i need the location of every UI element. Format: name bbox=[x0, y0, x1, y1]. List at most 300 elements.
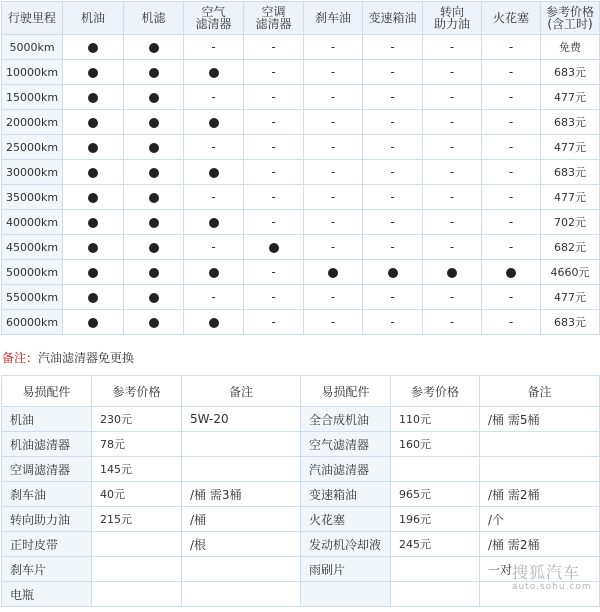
no-replace-cell bbox=[423, 185, 482, 210]
schedule-body bbox=[2, 35, 600, 335]
dash-icon: - bbox=[271, 290, 276, 304]
no-replace-cell bbox=[482, 185, 541, 210]
filled-dot-icon bbox=[149, 43, 159, 53]
price-cell: 683元 bbox=[541, 60, 600, 85]
mileage-cell: 60000km bbox=[2, 310, 63, 335]
header-text: 滤清器 bbox=[255, 17, 292, 31]
part-note-cell: /根 bbox=[182, 532, 301, 557]
dash-icon: - bbox=[390, 90, 395, 104]
part-price-cell: 40元 bbox=[92, 482, 182, 507]
dash-icon: - bbox=[508, 140, 514, 154]
replace-cell bbox=[63, 210, 124, 235]
no-replace-cell bbox=[482, 285, 541, 310]
mileage-cell: 30000km bbox=[2, 160, 63, 185]
part-note-cell: /个 bbox=[480, 507, 600, 532]
schedule-row bbox=[2, 35, 600, 60]
replace-cell bbox=[184, 210, 244, 235]
dash-icon: - bbox=[211, 40, 216, 54]
dash-icon: - bbox=[271, 115, 276, 129]
dash-icon: - bbox=[330, 315, 336, 329]
part-note-cell bbox=[182, 457, 301, 482]
price-cell: 477元 bbox=[541, 135, 600, 160]
parts-row bbox=[2, 407, 600, 432]
dash-icon: - bbox=[390, 190, 395, 204]
schedule-row bbox=[2, 260, 600, 285]
no-replace-cell bbox=[363, 185, 423, 210]
filled-dot-icon bbox=[149, 243, 159, 253]
part-note-cell bbox=[182, 432, 301, 457]
dash-icon: - bbox=[271, 190, 276, 204]
schedule-header-cell bbox=[363, 2, 423, 35]
filled-dot-icon bbox=[209, 68, 219, 78]
filled-dot-icon bbox=[149, 143, 159, 153]
part-price-cell: 196元 bbox=[391, 507, 480, 532]
replace-cell bbox=[63, 35, 124, 60]
no-replace-cell bbox=[304, 60, 363, 85]
parts-header-row bbox=[2, 376, 600, 407]
parts-row bbox=[2, 532, 600, 557]
filled-dot-icon bbox=[149, 293, 159, 303]
part-price-cell: 145元 bbox=[92, 457, 182, 482]
dash-icon: - bbox=[211, 240, 216, 254]
no-replace-cell bbox=[184, 135, 244, 160]
dash-icon: - bbox=[330, 115, 336, 129]
schedule-row bbox=[2, 135, 600, 160]
parts-header-cell: 易损配件 bbox=[301, 376, 391, 407]
no-replace-cell bbox=[482, 35, 541, 60]
dash-icon: - bbox=[449, 65, 455, 79]
no-replace-cell bbox=[244, 285, 304, 310]
header-text: 空调 bbox=[261, 5, 286, 19]
filled-dot-icon bbox=[88, 168, 98, 178]
schedule-header-cell bbox=[244, 2, 304, 35]
schedule-header-cell bbox=[2, 2, 63, 35]
mileage-cell: 15000km bbox=[2, 85, 63, 110]
replace-cell bbox=[63, 310, 124, 335]
dash-icon: - bbox=[449, 215, 455, 229]
dash-icon: - bbox=[508, 290, 514, 304]
dash-icon: - bbox=[271, 215, 276, 229]
no-replace-cell bbox=[304, 210, 363, 235]
parts-header-cell: 参考价格 bbox=[391, 376, 480, 407]
no-replace-cell bbox=[363, 235, 423, 260]
no-replace-cell bbox=[363, 310, 423, 335]
dash-icon: - bbox=[508, 65, 514, 79]
no-replace-cell bbox=[244, 110, 304, 135]
header-text: 滤清器 bbox=[195, 17, 232, 31]
replace-cell bbox=[304, 260, 363, 285]
dash-icon: - bbox=[211, 290, 216, 304]
part-price-cell: 110元 bbox=[391, 407, 480, 432]
no-replace-cell bbox=[244, 85, 304, 110]
filled-dot-icon bbox=[149, 268, 159, 278]
part-price-cell: 160元 bbox=[391, 432, 480, 457]
dash-icon: - bbox=[330, 240, 336, 254]
filled-dot-icon bbox=[88, 243, 98, 253]
part-price-cell: 245元 bbox=[391, 532, 480, 557]
dash-icon: - bbox=[449, 90, 455, 104]
part-note-cell: /桶 需2桶 bbox=[480, 532, 600, 557]
part-note-cell: /桶 需3桶 bbox=[182, 482, 301, 507]
no-replace-cell bbox=[423, 35, 482, 60]
part-name-cell: 机油滤清器 bbox=[2, 432, 92, 457]
replace-cell bbox=[124, 85, 184, 110]
parts-body bbox=[2, 407, 600, 607]
replace-cell bbox=[124, 60, 184, 85]
no-replace-cell bbox=[423, 85, 482, 110]
replace-cell bbox=[63, 85, 124, 110]
no-replace-cell bbox=[363, 85, 423, 110]
replace-cell bbox=[63, 160, 124, 185]
no-replace-cell bbox=[244, 160, 304, 185]
note bbox=[2, 349, 134, 366]
parts-header-cell: 备注 bbox=[480, 376, 600, 407]
part-price-cell bbox=[391, 557, 480, 582]
no-replace-cell bbox=[363, 60, 423, 85]
part-name-cell: 机油 bbox=[2, 407, 92, 432]
filled-dot-icon bbox=[149, 193, 159, 203]
part-name-cell: 汽油滤清器 bbox=[301, 457, 391, 482]
filled-dot-icon bbox=[88, 93, 98, 103]
dash-icon: - bbox=[390, 65, 395, 79]
dash-icon: - bbox=[330, 190, 336, 204]
part-price-cell bbox=[391, 582, 480, 607]
no-replace-cell bbox=[423, 210, 482, 235]
part-note-cell bbox=[480, 432, 600, 457]
mileage-cell: 35000km bbox=[2, 185, 63, 210]
schedule-header-cell bbox=[541, 2, 600, 35]
dash-icon: - bbox=[211, 190, 216, 204]
part-name-cell: 变速箱油 bbox=[301, 482, 391, 507]
note-label: 备注： bbox=[2, 351, 39, 365]
no-replace-cell bbox=[304, 285, 363, 310]
parts-price-table bbox=[1, 375, 600, 607]
dash-icon: - bbox=[390, 240, 395, 254]
replace-cell bbox=[184, 110, 244, 135]
filled-dot-icon bbox=[506, 268, 516, 278]
filled-dot-icon bbox=[88, 218, 98, 228]
price-cell: 免费 bbox=[541, 35, 600, 60]
no-replace-cell bbox=[304, 85, 363, 110]
filled-dot-icon bbox=[447, 268, 457, 278]
header-text: 机滤 bbox=[141, 11, 166, 25]
part-name-cell: 发动机冷却液 bbox=[301, 532, 391, 557]
watermark-brand: 搜狐汽车 bbox=[512, 563, 581, 582]
replace-cell bbox=[124, 135, 184, 160]
part-note-cell: /桶 需2桶 bbox=[480, 482, 600, 507]
note-text: 汽油滤清器免更换 bbox=[38, 351, 135, 365]
dash-icon: - bbox=[449, 190, 455, 204]
no-replace-cell bbox=[304, 160, 363, 185]
price-cell: 477元 bbox=[541, 85, 600, 110]
no-replace-cell bbox=[363, 160, 423, 185]
dash-icon: - bbox=[508, 165, 514, 179]
filled-dot-icon bbox=[209, 218, 219, 228]
dash-icon: - bbox=[449, 240, 455, 254]
schedule-row bbox=[2, 85, 600, 110]
header-text: 行驶里程 bbox=[7, 11, 56, 25]
header-text: 参考价格 bbox=[545, 5, 594, 19]
part-name-cell: 雨刷片 bbox=[301, 557, 391, 582]
no-replace-cell bbox=[363, 110, 423, 135]
parts-row bbox=[2, 457, 600, 482]
dash-icon: - bbox=[449, 40, 455, 54]
replace-cell bbox=[124, 210, 184, 235]
no-replace-cell bbox=[244, 310, 304, 335]
no-replace-cell bbox=[184, 285, 244, 310]
schedule-row bbox=[2, 210, 600, 235]
mileage-cell: 5000km bbox=[2, 35, 63, 60]
no-replace-cell bbox=[244, 260, 304, 285]
dash-icon: - bbox=[449, 290, 455, 304]
price-cell: 683元 bbox=[541, 310, 600, 335]
watermark-url: auto.sohu.com bbox=[512, 582, 592, 592]
part-name-cell: 全合成机油 bbox=[301, 407, 391, 432]
filled-dot-icon bbox=[149, 218, 159, 228]
no-replace-cell bbox=[244, 135, 304, 160]
no-replace-cell bbox=[363, 35, 423, 60]
header-text: 助力油 bbox=[433, 17, 470, 31]
schedule-row bbox=[2, 160, 600, 185]
replace-cell bbox=[482, 260, 541, 285]
parts-header-cell: 备注 bbox=[182, 376, 301, 407]
dash-icon: - bbox=[449, 315, 455, 329]
header-text: 机油 bbox=[80, 11, 105, 25]
filled-dot-icon bbox=[88, 43, 98, 53]
replace-cell bbox=[63, 285, 124, 310]
dash-icon: - bbox=[390, 315, 395, 329]
replace-cell bbox=[124, 310, 184, 335]
filled-dot-icon bbox=[388, 268, 398, 278]
replace-cell bbox=[63, 135, 124, 160]
no-replace-cell bbox=[304, 235, 363, 260]
no-replace-cell bbox=[423, 135, 482, 160]
dash-icon: - bbox=[271, 40, 276, 54]
price-cell: 477元 bbox=[541, 185, 600, 210]
schedule-header-cell bbox=[482, 2, 541, 35]
no-replace-cell bbox=[304, 185, 363, 210]
replace-cell bbox=[124, 35, 184, 60]
part-name-cell: 刹车片 bbox=[2, 557, 92, 582]
no-replace-cell bbox=[304, 135, 363, 160]
filled-dot-icon bbox=[88, 193, 98, 203]
part-price-cell: 965元 bbox=[391, 482, 480, 507]
part-price-cell: 215元 bbox=[92, 507, 182, 532]
no-replace-cell bbox=[304, 35, 363, 60]
dash-icon: - bbox=[390, 290, 395, 304]
filled-dot-icon bbox=[149, 118, 159, 128]
dash-icon: - bbox=[211, 90, 216, 104]
replace-cell bbox=[63, 235, 124, 260]
filled-dot-icon bbox=[209, 118, 219, 128]
dash-icon: - bbox=[508, 40, 514, 54]
filled-dot-icon bbox=[88, 293, 98, 303]
part-name-cell: 正时皮带 bbox=[2, 532, 92, 557]
no-replace-cell bbox=[244, 185, 304, 210]
mileage-cell: 25000km bbox=[2, 135, 63, 160]
no-replace-cell bbox=[482, 85, 541, 110]
mileage-cell: 45000km bbox=[2, 235, 63, 260]
parts-row bbox=[2, 482, 600, 507]
no-replace-cell bbox=[423, 110, 482, 135]
replace-cell bbox=[244, 235, 304, 260]
no-replace-cell bbox=[244, 35, 304, 60]
no-replace-cell bbox=[482, 235, 541, 260]
part-note-cell bbox=[182, 557, 301, 582]
dash-icon: - bbox=[390, 140, 395, 154]
no-replace-cell bbox=[363, 135, 423, 160]
filled-dot-icon bbox=[88, 68, 98, 78]
mileage-cell: 20000km bbox=[2, 110, 63, 135]
header-text: 转向 bbox=[439, 5, 464, 19]
no-replace-cell bbox=[184, 185, 244, 210]
dash-icon: - bbox=[508, 90, 514, 104]
dash-icon: - bbox=[211, 140, 216, 154]
part-name-cell: 刹车油 bbox=[2, 482, 92, 507]
filled-dot-icon bbox=[88, 318, 98, 328]
replace-cell bbox=[184, 260, 244, 285]
filled-dot-icon bbox=[88, 118, 98, 128]
no-replace-cell bbox=[423, 235, 482, 260]
replace-cell bbox=[63, 185, 124, 210]
filled-dot-icon bbox=[149, 318, 159, 328]
part-name-cell: 转向助力油 bbox=[2, 507, 92, 532]
replace-cell bbox=[124, 235, 184, 260]
no-replace-cell bbox=[482, 135, 541, 160]
header-text: (含工时) bbox=[547, 17, 593, 31]
replace-cell bbox=[124, 110, 184, 135]
part-price-cell bbox=[92, 557, 182, 582]
no-replace-cell bbox=[184, 85, 244, 110]
dash-icon: - bbox=[330, 215, 336, 229]
no-replace-cell bbox=[482, 110, 541, 135]
part-name-cell: 空调滤清器 bbox=[2, 457, 92, 482]
filled-dot-icon bbox=[149, 168, 159, 178]
filled-dot-icon bbox=[149, 93, 159, 103]
dash-icon: - bbox=[330, 40, 336, 54]
replace-cell bbox=[184, 60, 244, 85]
header-text: 变速箱油 bbox=[368, 11, 417, 25]
replace-cell bbox=[184, 160, 244, 185]
price-cell: 683元 bbox=[541, 160, 600, 185]
part-name-cell: 空气滤清器 bbox=[301, 432, 391, 457]
price-cell: 683元 bbox=[541, 110, 600, 135]
mileage-cell: 10000km bbox=[2, 60, 63, 85]
no-replace-cell bbox=[304, 110, 363, 135]
no-replace-cell bbox=[244, 60, 304, 85]
part-price-cell bbox=[92, 532, 182, 557]
dash-icon: - bbox=[330, 140, 336, 154]
no-replace-cell bbox=[244, 210, 304, 235]
dash-icon: - bbox=[449, 165, 455, 179]
schedule-header-row bbox=[2, 2, 600, 35]
parts-row bbox=[2, 432, 600, 457]
no-replace-cell bbox=[482, 60, 541, 85]
filled-dot-icon bbox=[88, 268, 98, 278]
no-replace-cell bbox=[304, 310, 363, 335]
no-replace-cell bbox=[482, 210, 541, 235]
dash-icon: - bbox=[508, 315, 514, 329]
part-price-cell: 78元 bbox=[92, 432, 182, 457]
part-name-cell: 电瓶 bbox=[2, 582, 92, 607]
parts-row bbox=[2, 557, 600, 582]
filled-dot-icon bbox=[269, 243, 279, 253]
mileage-cell: 40000km bbox=[2, 210, 63, 235]
schedule-row bbox=[2, 110, 600, 135]
dash-icon: - bbox=[271, 90, 276, 104]
filled-dot-icon bbox=[328, 268, 338, 278]
dash-icon: - bbox=[330, 290, 336, 304]
parts-row bbox=[2, 507, 600, 532]
no-replace-cell bbox=[184, 235, 244, 260]
part-note-cell: /桶 需5桶 bbox=[480, 407, 600, 432]
header-text: 刹车油 bbox=[314, 11, 351, 25]
replace-cell bbox=[423, 260, 482, 285]
no-replace-cell bbox=[184, 35, 244, 60]
schedule-header-cell bbox=[423, 2, 482, 35]
dash-icon: - bbox=[508, 115, 514, 129]
price-cell: 477元 bbox=[541, 285, 600, 310]
no-replace-cell bbox=[423, 60, 482, 85]
price-cell: 702元 bbox=[541, 210, 600, 235]
replace-cell bbox=[124, 185, 184, 210]
filled-dot-icon bbox=[209, 268, 219, 278]
replace-cell bbox=[184, 310, 244, 335]
dash-icon: - bbox=[271, 265, 276, 279]
dash-icon: - bbox=[330, 90, 336, 104]
filled-dot-icon bbox=[88, 143, 98, 153]
price-cell: 682元 bbox=[541, 235, 600, 260]
no-replace-cell bbox=[423, 285, 482, 310]
part-note-cell bbox=[480, 457, 600, 482]
filled-dot-icon bbox=[149, 68, 159, 78]
no-replace-cell bbox=[482, 160, 541, 185]
schedule-row bbox=[2, 185, 600, 210]
part-price-cell bbox=[391, 457, 480, 482]
replace-cell bbox=[363, 260, 423, 285]
dash-icon: - bbox=[508, 190, 514, 204]
parts-header-cell: 参考价格 bbox=[92, 376, 182, 407]
part-note-cell: 5W-20 bbox=[182, 407, 301, 432]
dash-icon: - bbox=[449, 115, 455, 129]
schedule-header-cell bbox=[304, 2, 363, 35]
dash-icon: - bbox=[330, 65, 336, 79]
header-text: 空气 bbox=[201, 5, 226, 19]
replace-cell bbox=[124, 260, 184, 285]
parts-row bbox=[2, 582, 600, 607]
filled-dot-icon bbox=[209, 168, 219, 178]
no-replace-cell bbox=[363, 285, 423, 310]
part-name-cell: 火花塞 bbox=[301, 507, 391, 532]
dash-icon: - bbox=[271, 315, 276, 329]
header-text: 火花塞 bbox=[492, 11, 529, 25]
replace-cell bbox=[63, 110, 124, 135]
part-note-cell: 一对 bbox=[480, 557, 600, 582]
mileage-cell: 50000km bbox=[2, 260, 63, 285]
replace-cell bbox=[124, 160, 184, 185]
dash-icon: - bbox=[508, 215, 514, 229]
dash-icon: - bbox=[390, 115, 395, 129]
replace-cell bbox=[63, 60, 124, 85]
dash-icon: - bbox=[390, 215, 395, 229]
maintenance-schedule-table bbox=[1, 1, 600, 335]
dash-icon: - bbox=[271, 165, 276, 179]
mileage-cell: 55000km bbox=[2, 285, 63, 310]
schedule-row bbox=[2, 235, 600, 260]
dash-icon: - bbox=[271, 65, 276, 79]
filled-dot-icon bbox=[209, 318, 219, 328]
no-replace-cell bbox=[423, 160, 482, 185]
